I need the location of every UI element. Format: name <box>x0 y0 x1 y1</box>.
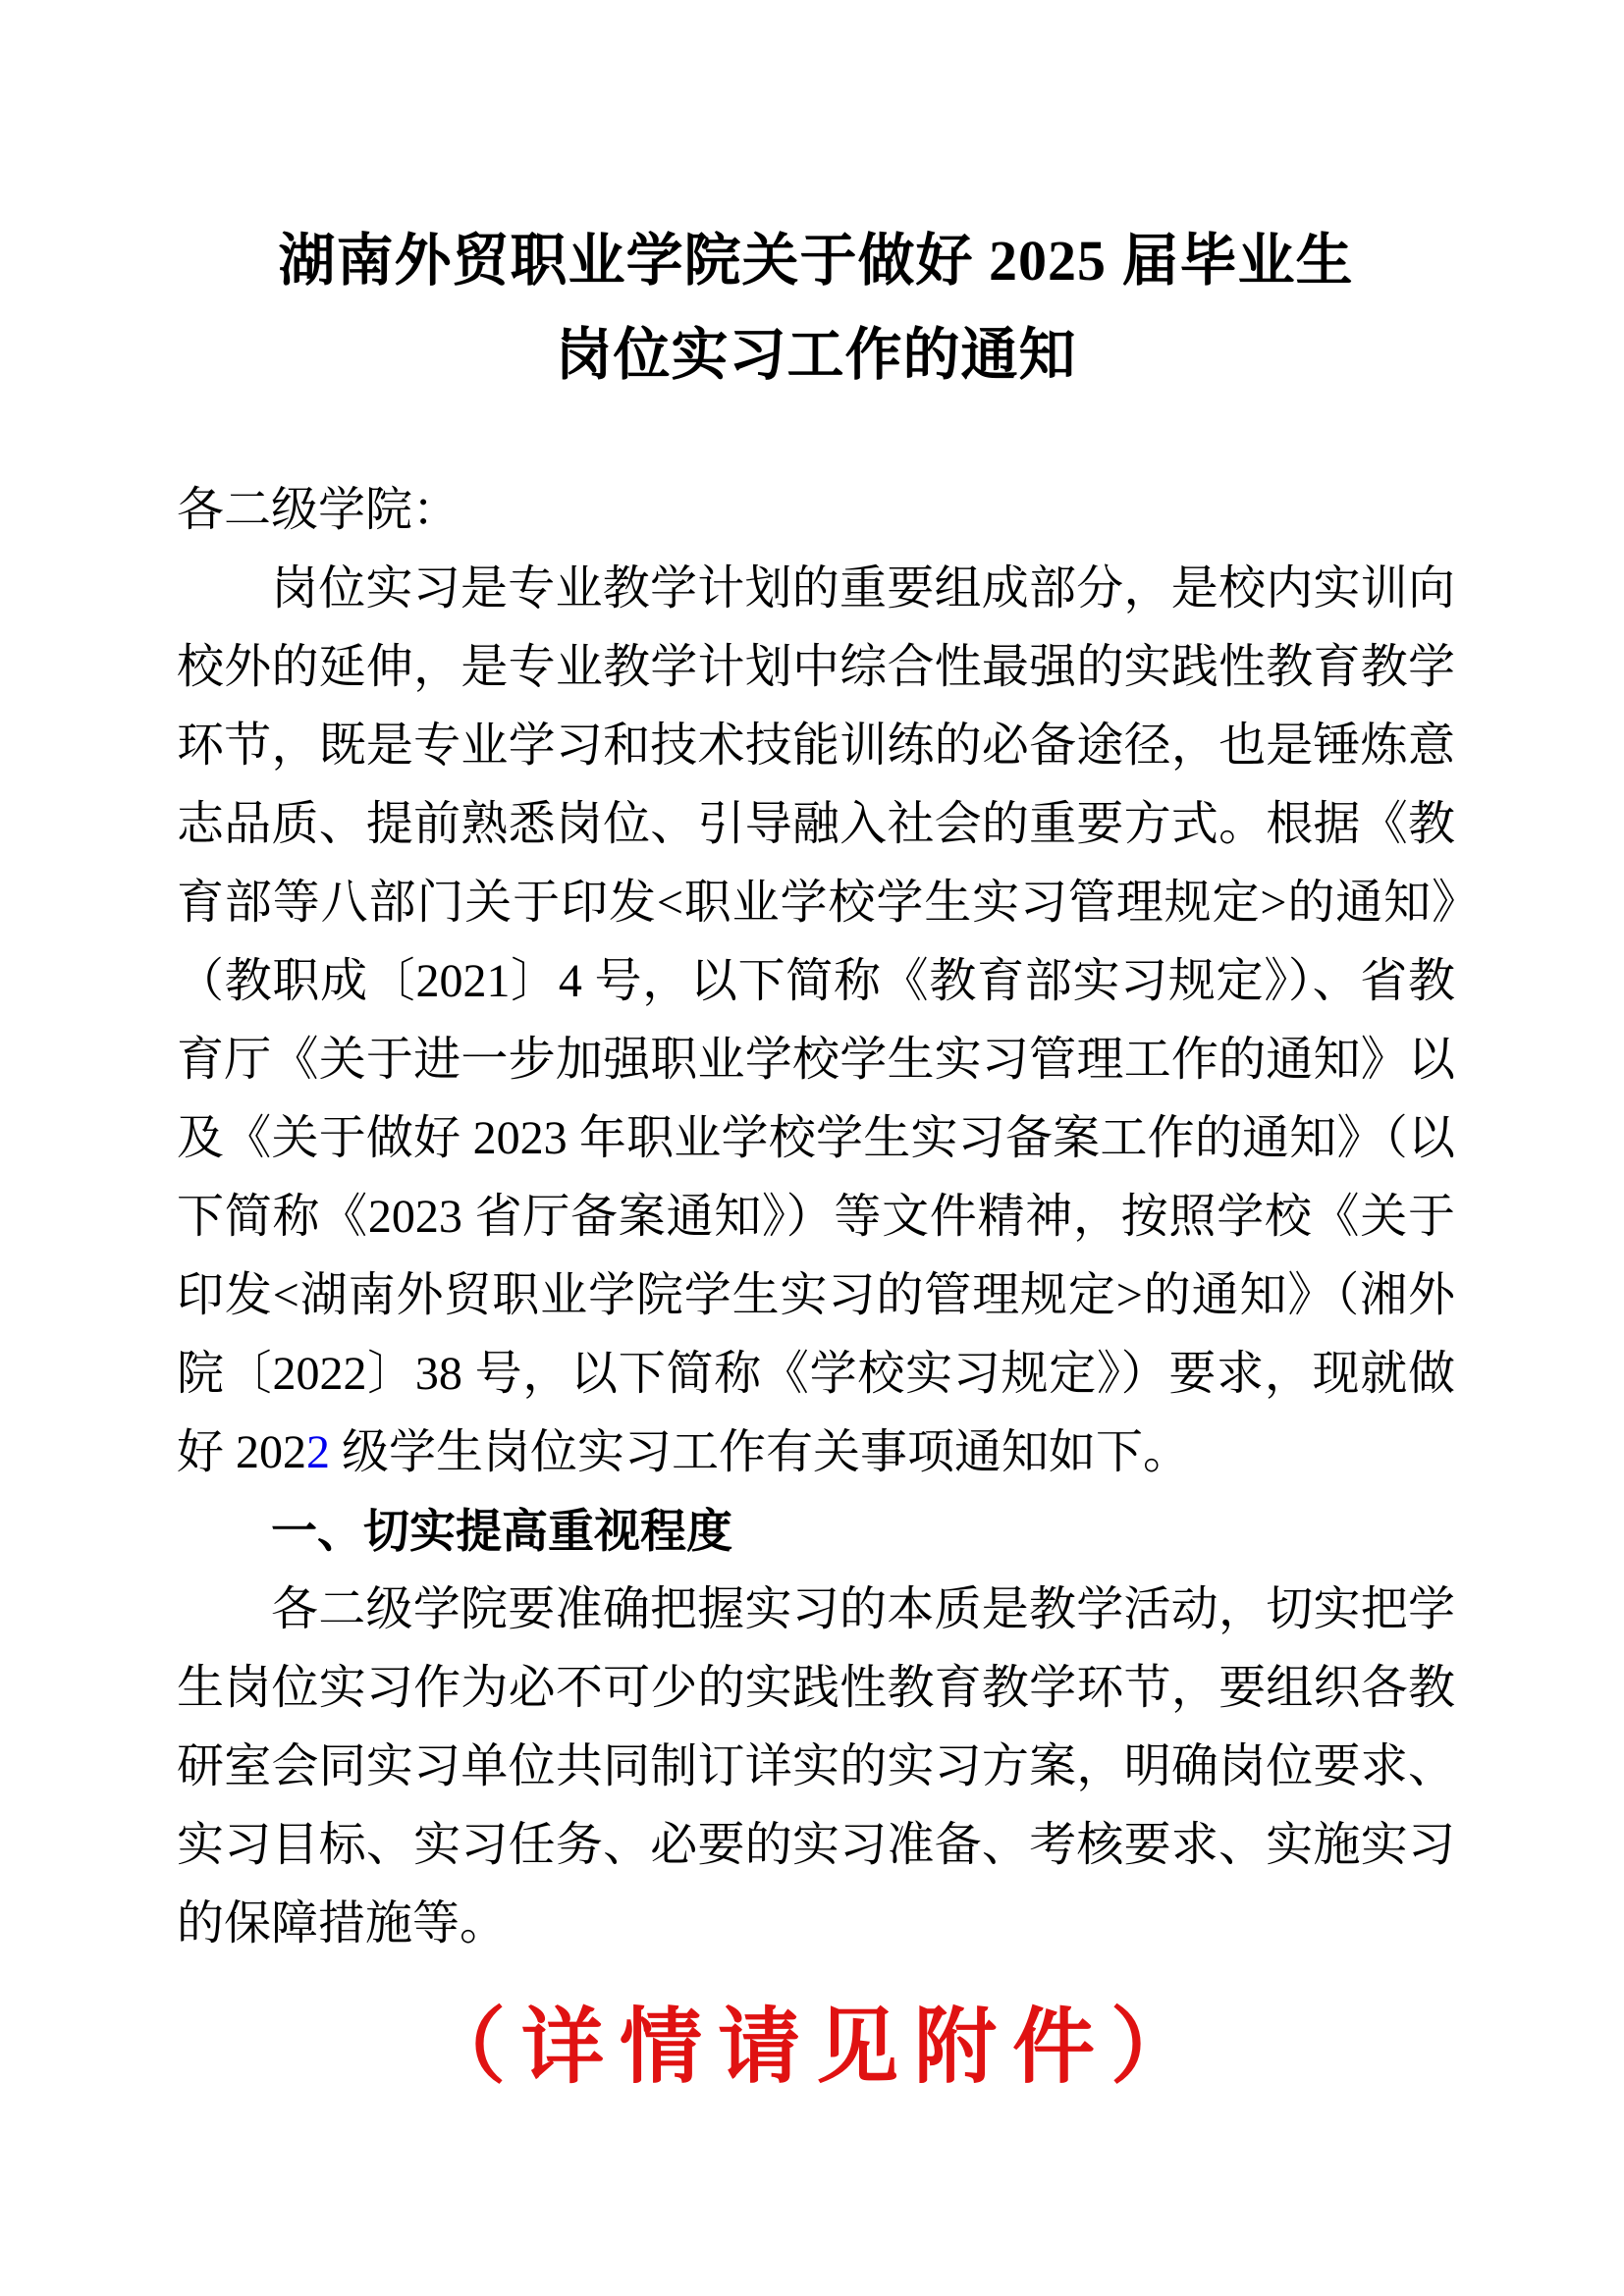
paragraph-section-1: 各二级学院要准确把握实习的本质是教学活动，切实把学生岗位实习作为必不可少的实践性教育教学环节，要组织各教研室会同实习单位共同制订详实的实习方案，明确岗位要求、实习目标、实习任务、必要的实习准备、考核要求、实施实习的保障措施等。 <box>177 1583 1455 1949</box>
paragraph-intro-text-after: 级学生岗位实习工作有关事项通知如下。 <box>330 1426 1191 1478</box>
attachment-note: （详情请见附件） <box>422 2002 1209 2094</box>
document-title-line-2: 岗位实习工作的通知 <box>555 323 1077 387</box>
paragraph-intro <box>177 550 1455 1492</box>
paragraph-intro-text-before: 岗位实习是专业教学计划的重要组成部分，是校内实训向校外的延伸，是专业教学计划中综合性最强的实践性教育教学环节，既是专业学习和技术技能训练的必备途径，也是锤炼意志品质、提前熟悉岗位、引导融入社会的重要方式。根据《教育部等八部门关于印发<职业学校学生实习管理规定>的通知》（教职成〔2021〕4 号，以下简称《教育部实习规定》）、省教育厅《关于进一步加强职业学校学生实习管理工作的通知》以及《关于做好 2023 年职业学校学生实习备案工作的通知》（以下简称《2023 省厅备案通知》）等文件精神，按照学校《关于印发<湖南外贸职业学院学生实习的管理规定>的通知》（湘外院〔2022〕38 号，以下简称《学校实习规定》）要求，现就做好 202 <box>177 562 1455 1478</box>
document-title-line-1: 湖南外贸职业学院关于做好 2025 届毕业生 <box>278 229 1354 293</box>
document-title <box>177 214 1455 402</box>
document-body <box>177 471 1455 2109</box>
salutation: 各二级学院： <box>177 484 460 536</box>
highlighted-digit: 2 <box>306 1426 331 1478</box>
section-heading-1: 一、切实提高重视程度 <box>271 1505 732 1557</box>
